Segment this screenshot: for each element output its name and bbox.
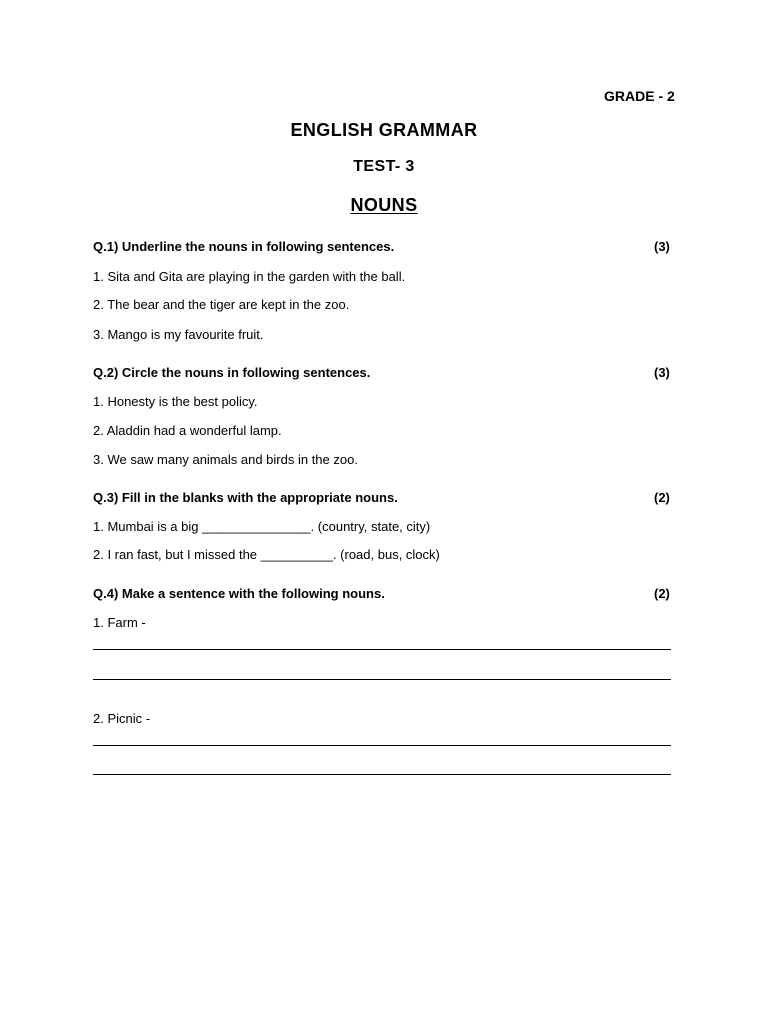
question-3-prompt: Q.3) Fill in the blanks with the appropriate nouns. [93, 490, 398, 505]
topic-heading [0, 195, 768, 216]
question-3-item-2: 2. I ran fast, but I missed the __________. (road, bus, clock) [93, 547, 440, 562]
question-2-item-2: 2. Aladdin had a wonderful lamp. [93, 423, 282, 438]
question-1-prompt: Q.1) Underline the nouns in following sentences. [93, 239, 395, 254]
test-number: TEST- 3 [353, 158, 415, 175]
question-1-marks: (3) [654, 239, 670, 254]
question-4-marks: (2) [654, 586, 670, 601]
answer-line[interactable] [93, 774, 671, 775]
answer-line[interactable] [93, 679, 671, 680]
question-1-item-3: 3. Mango is my favourite fruit. [93, 327, 264, 342]
question-3-item-1: 1. Mumbai is a big _______________. (country, state, city) [93, 519, 431, 534]
worksheet-title: ENGLISH GRAMMAR [290, 120, 478, 140]
answer-line[interactable] [93, 649, 671, 650]
question-4-item-1: 1. Farm - [93, 615, 146, 630]
answer-line[interactable] [93, 745, 671, 746]
question-2-item-3: 3. We saw many animals and birds in the zoo. [93, 452, 358, 467]
question-1-item-1: 1. Sita and Gita are playing in the garden with the ball. [93, 269, 406, 284]
grade-label: GRADE - 2 [604, 88, 675, 104]
question-2-prompt: Q.2) Circle the nouns in following sentences. [93, 365, 371, 380]
question-4-prompt: Q.4) Make a sentence with the following nouns. [93, 586, 385, 601]
question-2-item-1: 1. Honesty is the best policy. [93, 394, 258, 409]
question-2-marks: (3) [654, 365, 670, 380]
question-1-item-2: 2. The bear and the tiger are kept in the zoo. [93, 297, 350, 312]
question-3-marks: (2) [654, 490, 670, 505]
question-4-item-2: 2. Picnic - [93, 711, 151, 726]
topic-heading-text: NOUNS [350, 195, 418, 215]
